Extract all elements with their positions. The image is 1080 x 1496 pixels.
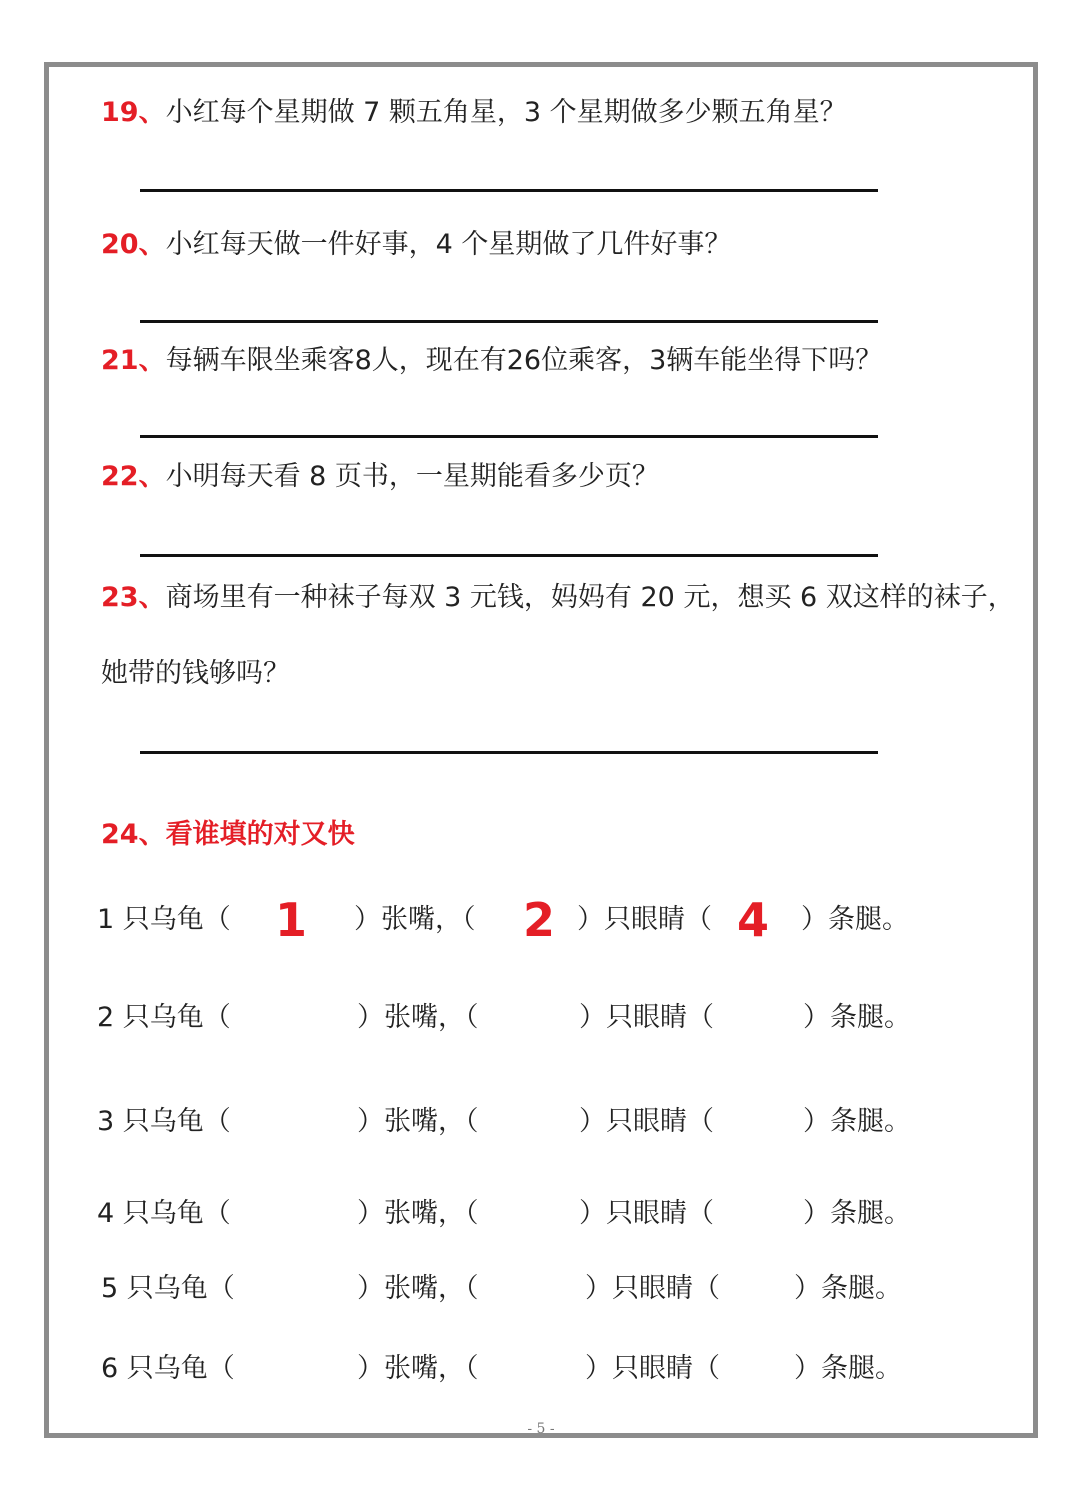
row-label: 5 只乌龟（ bbox=[101, 1273, 235, 1304]
mouth-text: ）张嘴，（ bbox=[357, 1198, 479, 1229]
legs-text: ）条腿。 bbox=[801, 904, 909, 935]
question-22 bbox=[101, 459, 659, 495]
fill-row bbox=[49, 1344, 1033, 1394]
mouth-text: ）张嘴，（ bbox=[357, 1273, 479, 1304]
legs-answer[interactable]: 4 bbox=[737, 893, 770, 947]
answer-line-19[interactable] bbox=[140, 189, 878, 192]
row-label: 6 只乌龟（ bbox=[101, 1353, 235, 1384]
question-number: 23、 bbox=[101, 582, 166, 613]
page-number: - 5 - bbox=[527, 1421, 555, 1437]
fill-row bbox=[49, 993, 1033, 1043]
question-number: 21、 bbox=[101, 345, 166, 376]
question-text: 每辆车限坐乘客8人，现在有26位乘客，3辆车能坐得下吗？ bbox=[165, 345, 883, 376]
question-23 bbox=[101, 580, 1015, 616]
question-text: 小红每个星期做 7 颗五角星，3 个星期做多少颗五角星？ bbox=[165, 97, 847, 128]
question-number: 20、 bbox=[101, 229, 166, 260]
mouth-text: ）张嘴，（ bbox=[357, 1106, 479, 1137]
answer-line-21[interactable] bbox=[140, 435, 878, 438]
legs-text: ）条腿。 bbox=[794, 1273, 902, 1304]
question-text: 她带的钱够吗？ bbox=[101, 658, 290, 689]
mouth-text: ）张嘴，（ bbox=[354, 904, 476, 935]
question-23-continued bbox=[101, 656, 290, 692]
question-21 bbox=[101, 343, 882, 379]
row-label: 2 只乌龟（ bbox=[97, 1002, 231, 1033]
eyes-text: ）只眼睛（ bbox=[585, 1273, 720, 1304]
eyes-text: ）只眼睛（ bbox=[585, 1353, 720, 1384]
row-label: 1 只乌龟（ bbox=[97, 904, 231, 935]
question-19 bbox=[101, 95, 847, 131]
worksheet-page bbox=[44, 62, 1038, 1438]
question-number: 19、 bbox=[101, 97, 166, 128]
mouth-text: ）张嘴，（ bbox=[357, 1002, 479, 1033]
legs-text: ）条腿。 bbox=[794, 1353, 902, 1384]
row-label: 4 只乌龟（ bbox=[97, 1198, 231, 1229]
row-label: 3 只乌龟（ bbox=[97, 1106, 231, 1137]
question-text: 小红每天做一件好事，4 个星期做了几件好事？ bbox=[165, 229, 732, 260]
legs-text: ）条腿。 bbox=[803, 1106, 911, 1137]
fill-row bbox=[49, 1189, 1033, 1239]
eyes-text: ）只眼睛（ bbox=[579, 1106, 714, 1137]
eyes-text: ）只眼睛（ bbox=[577, 904, 712, 935]
question-20 bbox=[101, 227, 731, 263]
eyes-text: ）只眼睛（ bbox=[579, 1198, 714, 1229]
legs-text: ）条腿。 bbox=[803, 1002, 911, 1033]
fill-row bbox=[49, 895, 1033, 945]
fill-row bbox=[49, 1264, 1033, 1314]
fill-row bbox=[49, 1097, 1033, 1147]
question-number: 22、 bbox=[101, 461, 166, 492]
question-24-title: 24、看谁填的对又快 bbox=[101, 819, 355, 850]
answer-line-23[interactable] bbox=[140, 751, 878, 754]
answer-line-22[interactable] bbox=[140, 554, 878, 557]
answer-line-20[interactable] bbox=[140, 320, 878, 323]
mouth-answer[interactable]: 1 bbox=[275, 893, 308, 947]
eyes-text: ）只眼睛（ bbox=[579, 1002, 714, 1033]
eyes-answer[interactable]: 2 bbox=[523, 893, 556, 947]
question-text: 商场里有一种袜子每双 3 元钱，妈妈有 20 元，想买 6 双这样的袜子， bbox=[165, 582, 1015, 613]
legs-text: ）条腿。 bbox=[803, 1198, 911, 1229]
mouth-text: ）张嘴，（ bbox=[357, 1353, 479, 1384]
question-text: 小明每天看 8 页书，一星期能看多少页？ bbox=[165, 461, 659, 492]
